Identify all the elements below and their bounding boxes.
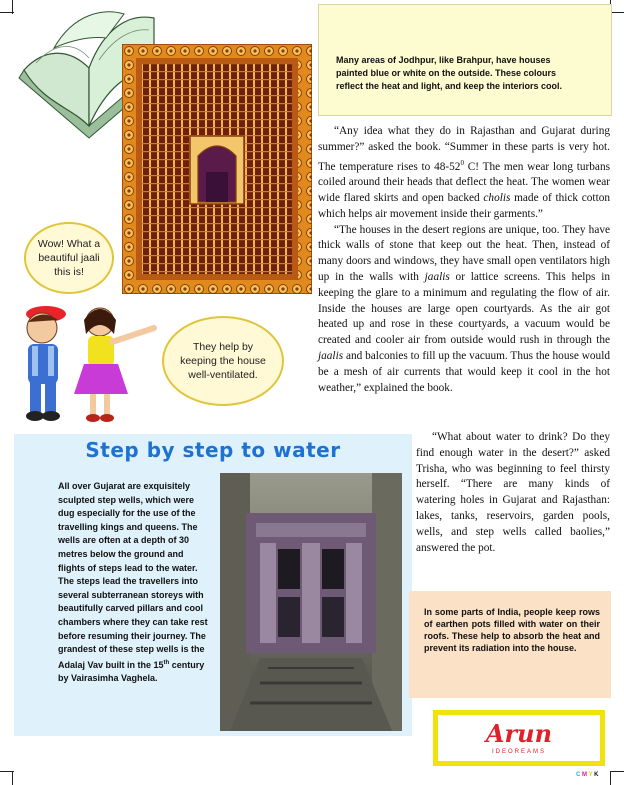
paragraph-houses: “The houses in the desert regions are unique, too. They have thick walls of stone that keep out the heat. Then, instead of many doors and windows, they have small open ventilators high up in the walls with jaalis or lattice screens. This helps in keeping the glare to a minimum and regulating the flow of air. Inside the houses are large open courtyards. As the air got heated up and rose in these courtyards, a vacuum would be created and cooler air from outside would rush in through the jaalis and balconies to fill up the vacuum. Thus the house would be a mesh of air currents that would keep it cool in the hot weather,” explained the book.: [318, 223, 610, 394]
cmyk-registration: C M Y K: [576, 772, 599, 778]
step-well-photo: [220, 473, 402, 731]
publisher-logo: [433, 710, 605, 766]
speech-bubble-wow: [24, 222, 114, 294]
crop-mark: [0, 771, 14, 772]
paragraph-summer: “Any idea what they do in Rajasthan and Gujarat during summer?” asked the book. “Summer in these parts is very hot. The temperature rises to $48-52^0$ C! The men wear long turbans coiled around their heads that deflect the heat. The women wear wide flared skirts and open backed cholis made of thick cotton which helps air movement inside their garments.”: [318, 125, 611, 220]
paragraph-water: “What about water to drink? Do they find enough water in the desert?” asked Trisha, who was beginning to feel thirsty herself. “There are many kinds of watering holes in Gujarat and Rajasthan: lakes, tanks, reservoirs, garden pools, wells, and step wells called baolies,” answered the pot.: [416, 431, 610, 554]
crop-mark: [610, 771, 624, 772]
children-illustration: [14, 286, 164, 426]
dialogue-column: [416, 430, 610, 556]
crop-mark: [0, 12, 14, 13]
feature-text: All over Gujarat are exquisitely sculpted step wells, which were dug especially for the use of the travelling kings and queens. The wells are often at a depth of 30 metres below the ground and flights of steps lead to the water. The steps lead the travellers into several subterranean storeys with beautifully carved pillars and cool chambers where they can take rest before resuming their journey. The grandest of these step wells is the Adalaj Vav built in the 15th century by Vairasimha Vaghela.: [58, 481, 208, 684]
logo-tagline: IDEOREAMS: [491, 749, 546, 755]
feature-title: Step by step to water: [85, 438, 341, 462]
info-note-text: Many areas of Jodhpur, like Brahpur, have houses painted blue or white on the outside. These colours reflect the heat and light, and keep the interiors cool.: [336, 55, 563, 91]
main-article-column: [318, 124, 610, 396]
speech-bubble-wow-text: Wow! What a beautiful jaali this is!: [37, 238, 101, 278]
pots-note-text: In some parts of India, people keep rows of earthen pots filled with water on their roofs. These help to absorb the heat and prevent its radiation into the house.: [424, 607, 600, 653]
speech-bubble-help-text: They help by keeping the house well-ventilated.: [180, 341, 266, 381]
crop-mark: [610, 12, 624, 13]
jaali-screen-illustration: [122, 44, 312, 294]
speech-bubble-help: [162, 316, 284, 406]
crop-mark: [12, 771, 13, 785]
crop-mark: [610, 771, 611, 785]
logo-wordmark: Arun: [485, 719, 553, 748]
